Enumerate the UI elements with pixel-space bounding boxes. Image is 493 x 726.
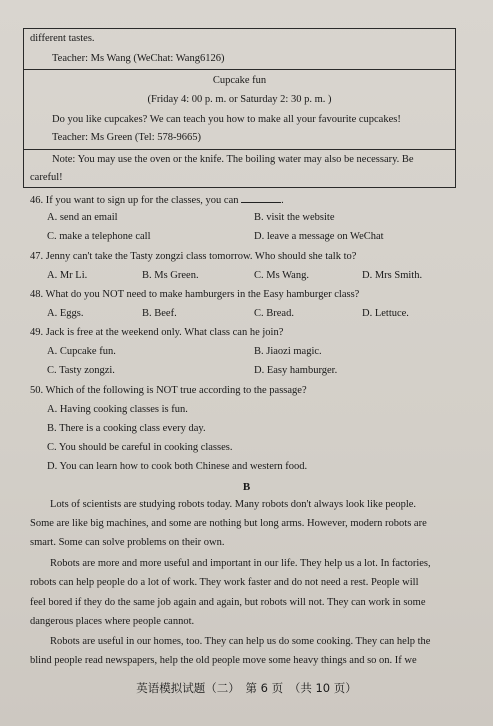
- option: C. Ms Wang.: [254, 270, 309, 281]
- passage-line: Lots of scientists are studying robots today. Many robots don't always look like people.: [50, 499, 417, 510]
- teacher-wang: Teacher: Ms Wang (WeChat: Wang6126): [52, 53, 225, 64]
- cupcake-desc: Do you like cupcakes? We can teach you how to make all your favourite cupcakes!: [52, 114, 401, 125]
- question-50: 50. Which of the following is NOT true according to the passage?: [30, 385, 307, 396]
- divider: [24, 69, 455, 70]
- option: D. Mrs Smith.: [362, 270, 423, 281]
- cupcake-title: Cupcake fun: [212, 75, 267, 86]
- option: D. leave a message on WeChat: [254, 231, 384, 242]
- notice-top-line: different tastes.: [30, 33, 95, 44]
- option: A. send an email: [47, 212, 118, 223]
- option: D. Easy hamburger.: [254, 365, 338, 376]
- passage-line: Some are like big machines, and some are nothing but long arms. However, modern robots are: [30, 518, 427, 529]
- option: C. Bread.: [254, 308, 294, 319]
- passage-line: smart. Some can solve problems on their own.: [30, 537, 225, 548]
- passage-line: Robots are more and more useful and important in our life. They help us a lot. In factories,: [50, 558, 431, 569]
- option: C. Tasty zongzi.: [47, 365, 115, 376]
- note-line-2: careful!: [30, 172, 63, 183]
- teacher-green: Teacher: Ms Green (Tel: 578-9665): [52, 132, 201, 143]
- passage-line: dangerous places where people cannot.: [30, 616, 195, 627]
- question-49: 49. Jack is free at the weekend only. What class can he join?: [30, 327, 284, 338]
- option: C. You should be careful in cooking classes.: [47, 442, 233, 453]
- option: A. Having cooking classes is fun.: [47, 404, 188, 415]
- cupcake-time: (Friday 4: 00 p. m. or Saturday 2: 30 p. m. ): [147, 94, 332, 105]
- question-stem: 46. If you want to sign up for the classes, you can: [30, 195, 239, 206]
- divider: [24, 149, 455, 150]
- answer-blank: [241, 192, 281, 203]
- class-notice-box: [23, 28, 456, 188]
- question-46: 46. If you want to sign up for the classes, you can .: [30, 192, 284, 208]
- option: A. Cupcake fun.: [47, 346, 116, 357]
- option: A. Mr Li.: [47, 270, 88, 281]
- passage-line: robots can help people do a lot of work. They work faster and do not need a rest. People will: [30, 577, 419, 588]
- passage-line: Robots are useful in our homes, too. They can help us do some cooking. They can help the: [50, 636, 431, 647]
- option: B. Beef.: [142, 308, 177, 319]
- option: D. Lettuce.: [362, 308, 409, 319]
- question-47: 47. Jenny can't take the Tasty zongzi class tomorrow. Who should she talk to?: [30, 251, 357, 262]
- note-line-1: Note: You may use the oven or the knife. The boiling water may also be necessary. Be: [52, 154, 414, 165]
- option: B. Jiaozi magic.: [254, 346, 322, 357]
- option: A. Eggs.: [47, 308, 84, 319]
- passage-line: blind people read newspapers, help the old people move some heavy things and so on. If we: [30, 655, 417, 666]
- section-b-heading: B: [242, 481, 251, 493]
- option: B. There is a cooking class every day.: [47, 423, 206, 434]
- option: C. make a telephone call: [47, 231, 151, 242]
- option: B. visit the website: [254, 212, 335, 223]
- passage-line: feel bored if they do the same job again and again, but robots will not. They can work in some: [30, 597, 426, 608]
- page-footer: 英语模拟试题（二） 第 6 页 （共 10 页）: [136, 681, 357, 695]
- option: B. Ms Green.: [142, 270, 199, 281]
- question-48: 48. What do you NOT need to make hamburgers in the Easy hamburger class?: [30, 289, 360, 300]
- option: D. You can learn how to cook both Chinese and western food.: [47, 461, 308, 472]
